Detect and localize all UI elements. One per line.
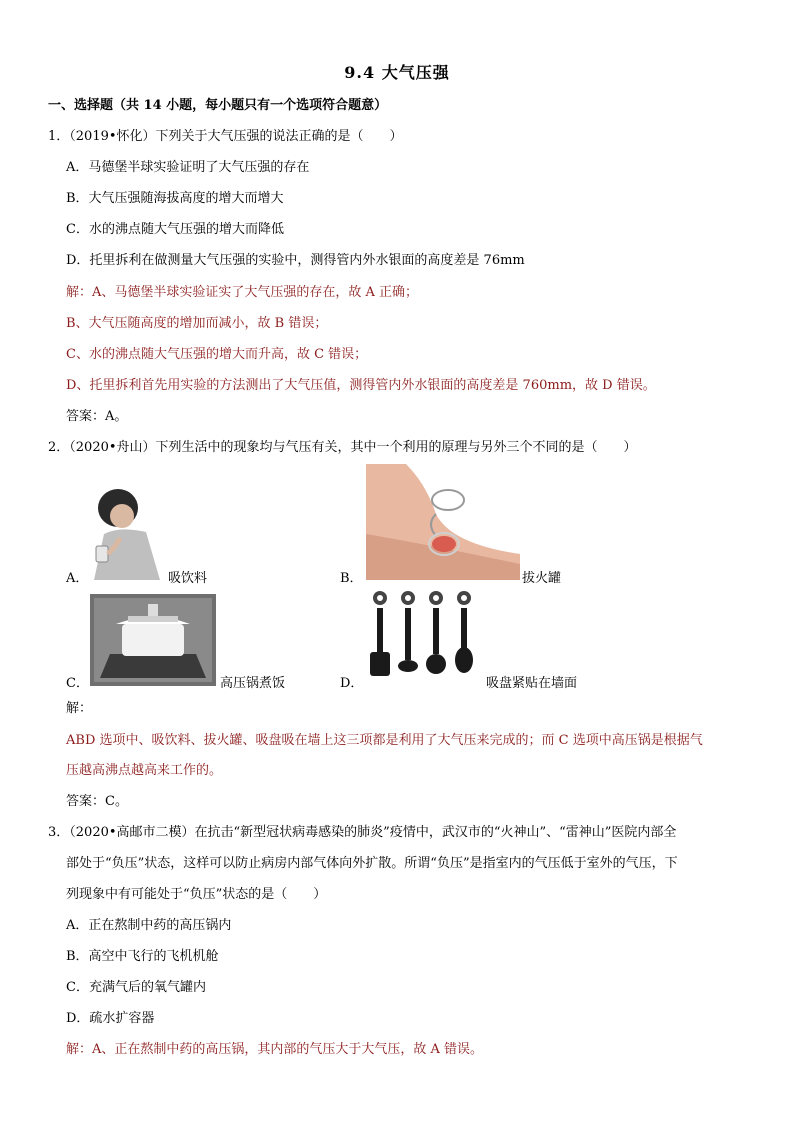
q3-option-a: A．正在熬制中药的高压锅内: [66, 918, 232, 933]
q3-solution-line: 解：A、正在熬制中药的高压锅，其内部的气压大于大气压，故 A 错误。: [66, 1042, 484, 1057]
q2-option-c-letter: C．: [66, 676, 89, 691]
section-heading: 一、选择题（共 14 小题，每小题只有一个选项符合题意）: [48, 98, 388, 113]
q3-stem-line: 3．（2020•高邮市二模）在抗击“新型冠状病毒感染的肺炎”疫情中，武汉市的“火神山”、“雷神山”医院内部全: [48, 825, 677, 840]
q1-option-b: B．大气压强随海拔高度的增大而增大: [66, 191, 284, 206]
q1-answer: 答案：A。: [66, 409, 128, 424]
q2-option-d-caption: 吸盘紧贴在墙面: [486, 676, 578, 691]
q2-option-b-letter: B．: [340, 571, 363, 586]
q2-solution-line: 压越高沸点越高来工作的。: [66, 763, 223, 778]
q2-option-a-letter: A．: [66, 571, 89, 586]
q1-solution-line: 解：A、马德堡半球实验证实了大气压强的存在，故 A 正确；: [66, 285, 419, 300]
cupping-image: [366, 464, 520, 580]
q2-answer: 答案：C。: [66, 794, 128, 809]
suction-cup-hooks-image: [366, 588, 482, 684]
q2-solution-line: ABD 选项中、吸饮料、拔火罐、吸盘吸在墙上这三项都是利用了大气压来完成的；而 C 选项中高压锅是根据气: [66, 733, 703, 748]
q3-option-d: D．疏水扩容器: [66, 1011, 155, 1026]
q2-stem: 2．（2020•舟山）下列生活中的现象均与气压有关，其中一个利用的原理与另外三个不同的是（ ）: [48, 440, 637, 455]
q1-stem: 1．（2019•怀化）下列关于大气压强的说法正确的是（ ）: [48, 129, 403, 144]
q1-solution-line: D、托里拆利首先用实验的方法测出了大气压值，测得管内外水银面的高度差是 760mm，故 D 错误。: [66, 378, 656, 393]
drinking-beverage-image: [90, 484, 166, 580]
q1-solution-line: B、大气压随高度的增加而减小，故 B 错误；: [66, 316, 328, 331]
q2-option-d-letter: D．: [340, 676, 364, 691]
pressure-cooker-image: [90, 594, 216, 686]
q1-option-a: A．马德堡半球实验证明了大气压强的存在: [66, 160, 310, 175]
q1-option-c: C．水的沸点随大气压强的增大而降低: [66, 222, 284, 237]
q3-option-c: C．充满气后的氧气罐内: [66, 980, 206, 995]
page-title: 9.4 大气压强: [344, 63, 450, 82]
q2-option-c-caption: 高压锅煮饭: [220, 676, 286, 691]
q1-option-d: D．托里拆利在做测量大气压强的实验中，测得管内外水银面的高度差是 76mm: [66, 253, 525, 268]
q3-option-b: B．高空中飞行的飞机机舱: [66, 949, 219, 964]
q2-option-a-caption: 吸饮料: [168, 571, 208, 586]
q2-solution-label: 解：: [66, 701, 93, 716]
q1-solution-line: C、水的沸点随大气压强的增大而升高，故 C 错误；: [66, 347, 368, 362]
q2-option-b-caption: 拔火罐: [522, 571, 562, 586]
q3-stem-line: 列现象中有可能处于“负压”状态的是（ ）: [66, 887, 327, 902]
q3-stem-line: 部处于“负压”状态，这样可以防止病房内部气体向外扩散。所谓“负压”是指室内的气压低于室外的气压，下: [66, 856, 678, 871]
